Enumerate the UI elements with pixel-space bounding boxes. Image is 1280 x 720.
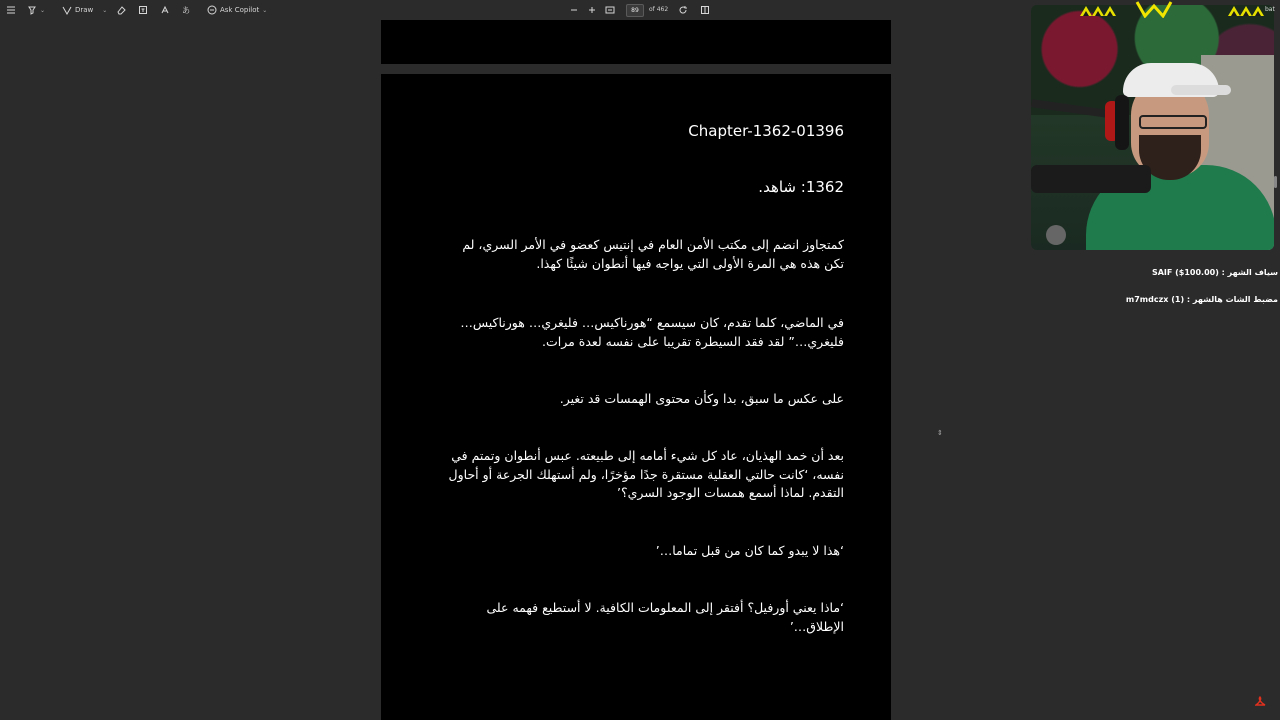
decor-triangles-left: [1080, 4, 1116, 16]
read-aloud-icon: [182, 5, 192, 15]
paragraph: على عكس ما سبق، بدا وكأن محتوى الهمسات قد تغير.: [559, 391, 844, 406]
cap-brim: [1171, 85, 1231, 95]
zoom-in-icon: [587, 5, 597, 15]
previous-page: [381, 20, 891, 64]
chevron-down-icon[interactable]: ⌄: [40, 6, 46, 14]
paragraph: ‘هذا لا يبدو كما كان من قبل تماما…’: [655, 543, 844, 558]
stream-alerts: [1064, 252, 1278, 305]
chapter-heading: 1362: شاهد.: [758, 178, 844, 196]
rotate-icon: [678, 5, 688, 15]
text-style-icon: [160, 5, 170, 15]
contents-button[interactable]: [6, 3, 16, 17]
page-view-button[interactable]: [700, 3, 710, 17]
svg-text:あ: あ: [182, 6, 190, 15]
chevron-down-icon[interactable]: ⌄: [102, 6, 108, 14]
top-donor-line: SAIF ($100.00) : سياف الشهر: [1151, 268, 1278, 277]
mouse-cursor-icon: ⇕: [937, 429, 943, 437]
paragraph: ‘ماذا يعني أورفيل؟ أفتقر إلى المعلومات الكافية. لا أستطيع فهمه على الإطلاق…’: [486, 600, 844, 634]
text-style-button[interactable]: [160, 3, 170, 17]
page-view-icon: [700, 5, 710, 15]
copilot-icon: [207, 5, 217, 15]
microphone: [1031, 165, 1151, 193]
chapter-title: Chapter-1362-01396: [688, 122, 844, 140]
rotate-button[interactable]: [678, 3, 688, 17]
zoom-out-button[interactable]: [569, 3, 579, 17]
webcam-overlay: [1031, 5, 1274, 250]
textbox-button[interactable]: [138, 3, 148, 17]
crown-icon: [1135, 0, 1173, 18]
draw-icon: [62, 5, 72, 15]
ask-copilot-label: Ask Copilot: [220, 6, 260, 14]
draw-label: Draw: [75, 6, 94, 14]
textbox-icon: [138, 5, 148, 15]
scrollbar-thumb[interactable]: [1274, 176, 1277, 188]
eraser-button[interactable]: [116, 3, 126, 17]
zoom-out-icon: [569, 5, 579, 15]
paragraph: بعد أن خمد الهذيان، عاد كل شيء أمامه إلى طبيعته. عبس أنطوان وتمتم في نفسه، ‘كانت حالتي العقلية مستقرة جدًا مؤخرًا، ولم أستهلك الجرعة أو أحاول التقدم. لماذا أسمع همسات الوجود السري؟’: [448, 448, 844, 500]
page-total: of 462: [649, 6, 669, 13]
streamer-glasses: [1139, 115, 1207, 129]
read-aloud-button[interactable]: [182, 3, 192, 17]
ask-copilot-button[interactable]: [207, 3, 267, 17]
headphone: [1115, 95, 1129, 150]
current-page: [381, 74, 891, 720]
highlighter-icon: [27, 5, 37, 15]
paragraph: كمتجاوز انضم إلى مكتب الأمن العام في إنتيس كعضو في الأمر السري، لم تكن هذه هي المرة الأولى التي يواجه فيها أنطوان شيئًا كهذا.: [462, 237, 844, 271]
eraser-icon: [116, 5, 126, 15]
zoom-in-button[interactable]: [587, 3, 597, 17]
chevron-down-icon[interactable]: ⌄: [262, 6, 268, 14]
decor-triangles-right: [1228, 4, 1264, 16]
page-number-input[interactable]: 89: [626, 4, 644, 17]
acrobat-icon[interactable]: [1255, 692, 1266, 703]
fit-page-button[interactable]: [605, 3, 615, 17]
draw-button[interactable]: [62, 3, 107, 17]
overlay-corner-text: bat: [1265, 6, 1275, 13]
highlight-button[interactable]: [27, 3, 45, 17]
mic-clip: [1046, 225, 1066, 245]
list-icon: [6, 5, 16, 15]
fit-page-icon: [605, 5, 615, 15]
paragraph: في الماضي، كلما تقدم، كان سيسمع “هورناكيس… فليغري… هورناكيس… فليغري…” لقد فقد السيطرة تقريبا على نفسه لعدة مرات.: [460, 315, 844, 349]
top-chatter-line: m7mdczx (1) : مضبط الشات هالشهر: [1125, 295, 1278, 304]
